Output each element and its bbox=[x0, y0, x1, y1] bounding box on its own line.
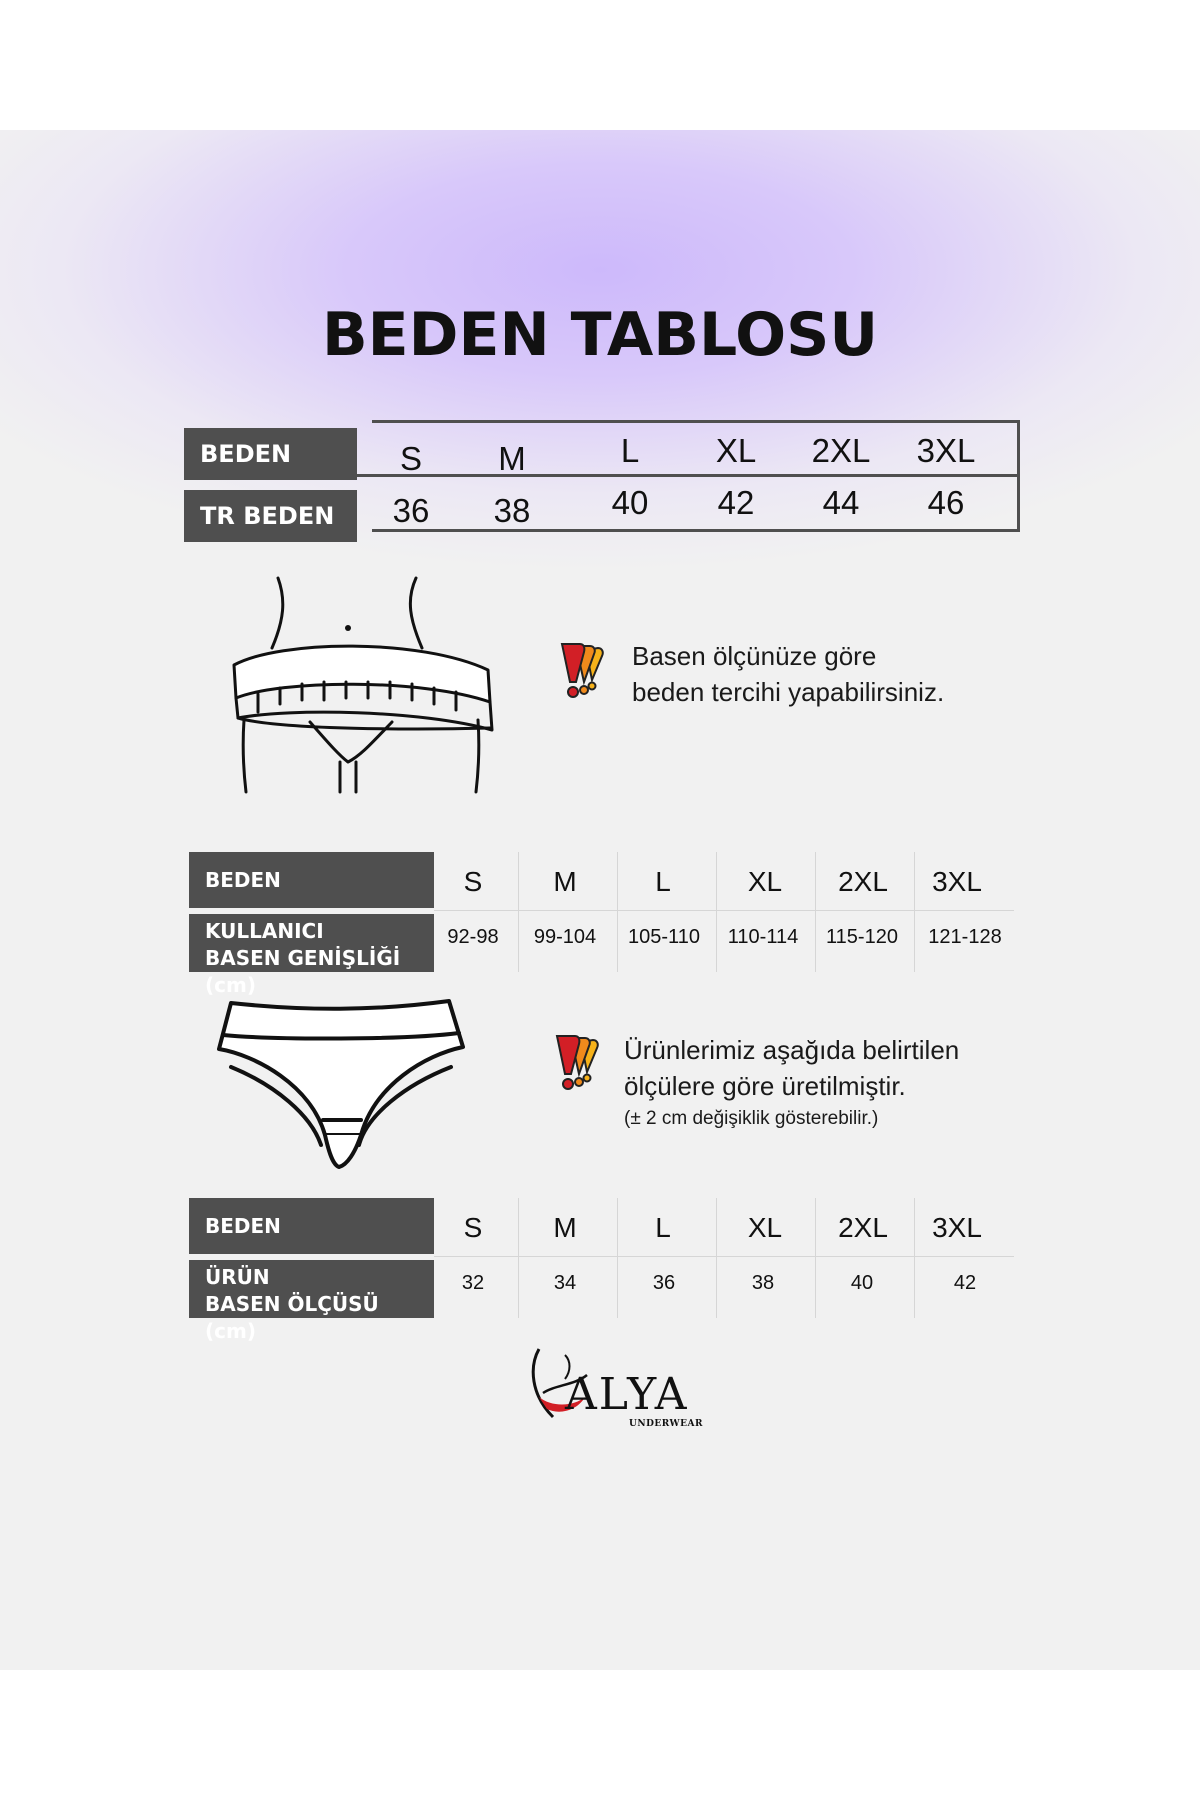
table2-size-2xl: 2XL bbox=[838, 866, 888, 897]
table2-row-divider bbox=[434, 910, 1014, 911]
table1-size-s: S bbox=[399, 440, 422, 477]
table3-value-2xl: 40 bbox=[850, 1272, 874, 1294]
table1-tr-38: 38 bbox=[493, 492, 531, 529]
table3-value-m: 34 bbox=[553, 1272, 577, 1294]
table1-size-m: M bbox=[498, 440, 526, 477]
brand-logo bbox=[525, 1345, 705, 1430]
table3-size-m: M bbox=[553, 1212, 577, 1243]
table3-size-s: S bbox=[463, 1212, 483, 1243]
table2-value-xl: 110-114 bbox=[727, 926, 799, 948]
table1-size-l: L bbox=[620, 432, 640, 469]
table2-size-3xl: 3XL bbox=[932, 866, 982, 897]
hip-measure-illustration bbox=[220, 570, 500, 795]
note2-line3: (± 2 cm değişiklik gösterebilir.) bbox=[624, 1108, 879, 1129]
table3-size-2xl: 2XL bbox=[838, 1212, 888, 1243]
table2-row-label-line1: KULLANICI bbox=[205, 919, 324, 943]
table1-tr-46: 46 bbox=[927, 484, 965, 521]
warning-icon bbox=[553, 1032, 603, 1092]
brief-illustration bbox=[215, 995, 465, 1170]
table3-size-l: L bbox=[655, 1212, 671, 1243]
table2-row-label-line2: BASEN GENİŞLİĞİ (cm) bbox=[205, 946, 401, 997]
table3-value-xl: 38 bbox=[751, 1272, 775, 1294]
table3-header-beden: BEDEN bbox=[189, 1198, 434, 1254]
table2-value-s: 92-98 bbox=[447, 926, 499, 948]
table2-row-label bbox=[189, 914, 434, 997]
logo-wordmark: ALYA bbox=[565, 1369, 689, 1420]
table2-value-2xl: 115-120 bbox=[826, 926, 898, 948]
table1-size-2xl: 2XL bbox=[811, 432, 871, 469]
table2-size-m: M bbox=[553, 866, 577, 897]
page-title: BEDEN TABLOSU bbox=[321, 300, 879, 370]
note1-line1: Basen ölçünüze göre bbox=[632, 641, 877, 671]
logo-tagline: UNDERWEAR bbox=[629, 1419, 703, 1429]
table3-row-label bbox=[189, 1260, 434, 1343]
table1-size-3xl: 3XL bbox=[916, 432, 976, 469]
table3-row-divider bbox=[434, 1256, 1014, 1257]
table3-value-s: 32 bbox=[461, 1272, 485, 1294]
table2-size-s: S bbox=[463, 866, 483, 897]
table3-size-3xl: 3XL bbox=[932, 1212, 982, 1243]
note2-line2: ölçülere göre üretilmiştir. bbox=[624, 1071, 906, 1101]
table2-size-l: L bbox=[655, 866, 671, 897]
table2-header-beden: BEDEN bbox=[189, 852, 434, 908]
table3-value-3xl: 42 bbox=[953, 1272, 977, 1294]
table3-value-l: 36 bbox=[652, 1272, 676, 1294]
note1-line2: beden tercihi yapabilirsiniz. bbox=[632, 677, 945, 707]
table2-value-l: 105-110 bbox=[628, 926, 700, 948]
table2-value-m: 99-104 bbox=[533, 926, 597, 948]
table2-value-3xl: 121-128 bbox=[928, 926, 1002, 948]
table3-size-xl: XL bbox=[747, 1212, 783, 1243]
warning-icon bbox=[558, 640, 608, 700]
table1-tr-44: 44 bbox=[822, 484, 860, 521]
table1-tr-42: 42 bbox=[717, 484, 755, 521]
table1-tr-40: 40 bbox=[611, 484, 649, 521]
table1-tr-36: 36 bbox=[392, 492, 430, 529]
table3-row-label-line2: BASEN ÖLÇÜSÜ (cm) bbox=[205, 1292, 379, 1343]
table3-row-label-line1: ÜRÜN bbox=[205, 1265, 270, 1289]
note2-line1: Ürünlerimiz aşağıda belirtilen bbox=[624, 1035, 960, 1065]
table1-header-beden: BEDEN bbox=[184, 428, 357, 480]
table1-size-xl: XL bbox=[715, 432, 757, 469]
table2-size-xl: XL bbox=[747, 866, 783, 897]
table1-header-tr-beden: TR BEDEN bbox=[184, 490, 357, 542]
